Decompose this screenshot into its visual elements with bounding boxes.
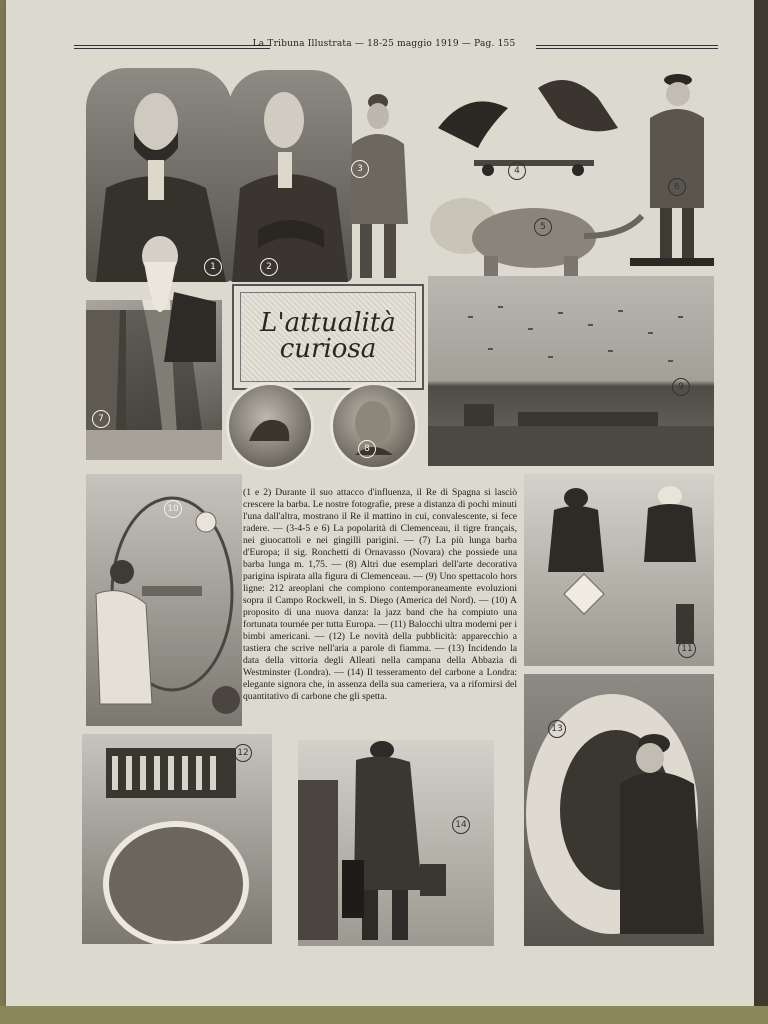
photo-king-shaved — [228, 70, 352, 282]
running-head: La Tribuna Illustrata — 18-25 maggio 1919 — Pag. 155 — [252, 39, 516, 49]
figurine-clemenceau — [344, 84, 414, 282]
figure-number-8: 8 — [358, 440, 376, 458]
section-title-box — [232, 284, 424, 390]
figure-number-4: 4 — [508, 162, 526, 180]
figure-number-11: 11 — [678, 640, 696, 658]
photo-airplanes-san-diego — [428, 276, 714, 466]
figure-number-14: 14 — [452, 816, 470, 834]
bearded-man-head — [124, 232, 220, 362]
photo-westminster-bell — [524, 674, 714, 946]
figure-number-3: 3 — [351, 160, 369, 178]
toy-clemenceau-figures — [428, 68, 628, 180]
figure-number-7: 7 — [92, 410, 110, 428]
figure-number-1: 1 — [204, 258, 222, 276]
statuette-clemenceau — [630, 68, 714, 268]
medal-tiger — [226, 382, 314, 470]
caption-text: (1 e 2) Durante il suo attacco d'influenza, il Re di Spagna si lasciò crescere la barba. Le nostre fotografie, prese a distanza di pochi minuti l'una dall'altra, mostrano il Re il mattino in cui, convalescente, si fece radere. — (3-4-5 e 6) La popolarità di Clemenceau, il tigre français, nei giuocattoli e nei gingilli parigini. — (7) La più lunga barba d'Europa; il sig. Ronchetti di Ornavasso (Novara) che possiede una barba lunga m. 1,75. — (8) Altri due esemplari dell'arte decorativa parigina ispirata alla figura di Clemenceau. — (9) Uno spettacolo hors ligne: 212 areoplani che compiono contemporaneamente evoluzioni sopra il Campo Rockwell, in S. Diego (America del Nord). — (10) A proposito di una nuova danza: la jazz band che ha compiuto una fortunata tournée per tutta Europa. — (11) Balocchi ultra moderni per i bimbi americani. — (12) Le novità della pubblicità: apparecchio a tastiera che scrive nell'aria a parole di fiamma. — (13) Incidendo la data della vittoria degli Alleati nella campana della Abbazia di Westminster (Londra). — (14) Il tesseramento del carbone a Londra: elegante signora che, in assenza della sua cameriera, va a rifornirsi del quantitativo di carbone che gli spetta. — [243, 487, 517, 702]
medal-clemenceau-portrait — [330, 382, 418, 470]
page-edge-shadow — [754, 0, 768, 1006]
table-surface — [0, 1006, 768, 1024]
figure-number-10: 10 — [164, 500, 182, 518]
title-line-1: L'attualità — [260, 308, 396, 338]
figure-number-9: 9 — [672, 378, 690, 396]
photo-modern-toys-children — [524, 474, 714, 666]
photo-sky-writing-apparatus — [82, 734, 272, 944]
figure-number-5: 5 — [534, 218, 552, 236]
figure-number-13: 13 — [548, 720, 566, 738]
title-line-2: curiosa — [279, 334, 377, 364]
figure-number-2: 2 — [260, 258, 278, 276]
photo-coal-rationing-london — [298, 740, 494, 946]
figure-number-12: 12 — [234, 744, 252, 762]
figure-number-6: 6 — [668, 178, 686, 196]
